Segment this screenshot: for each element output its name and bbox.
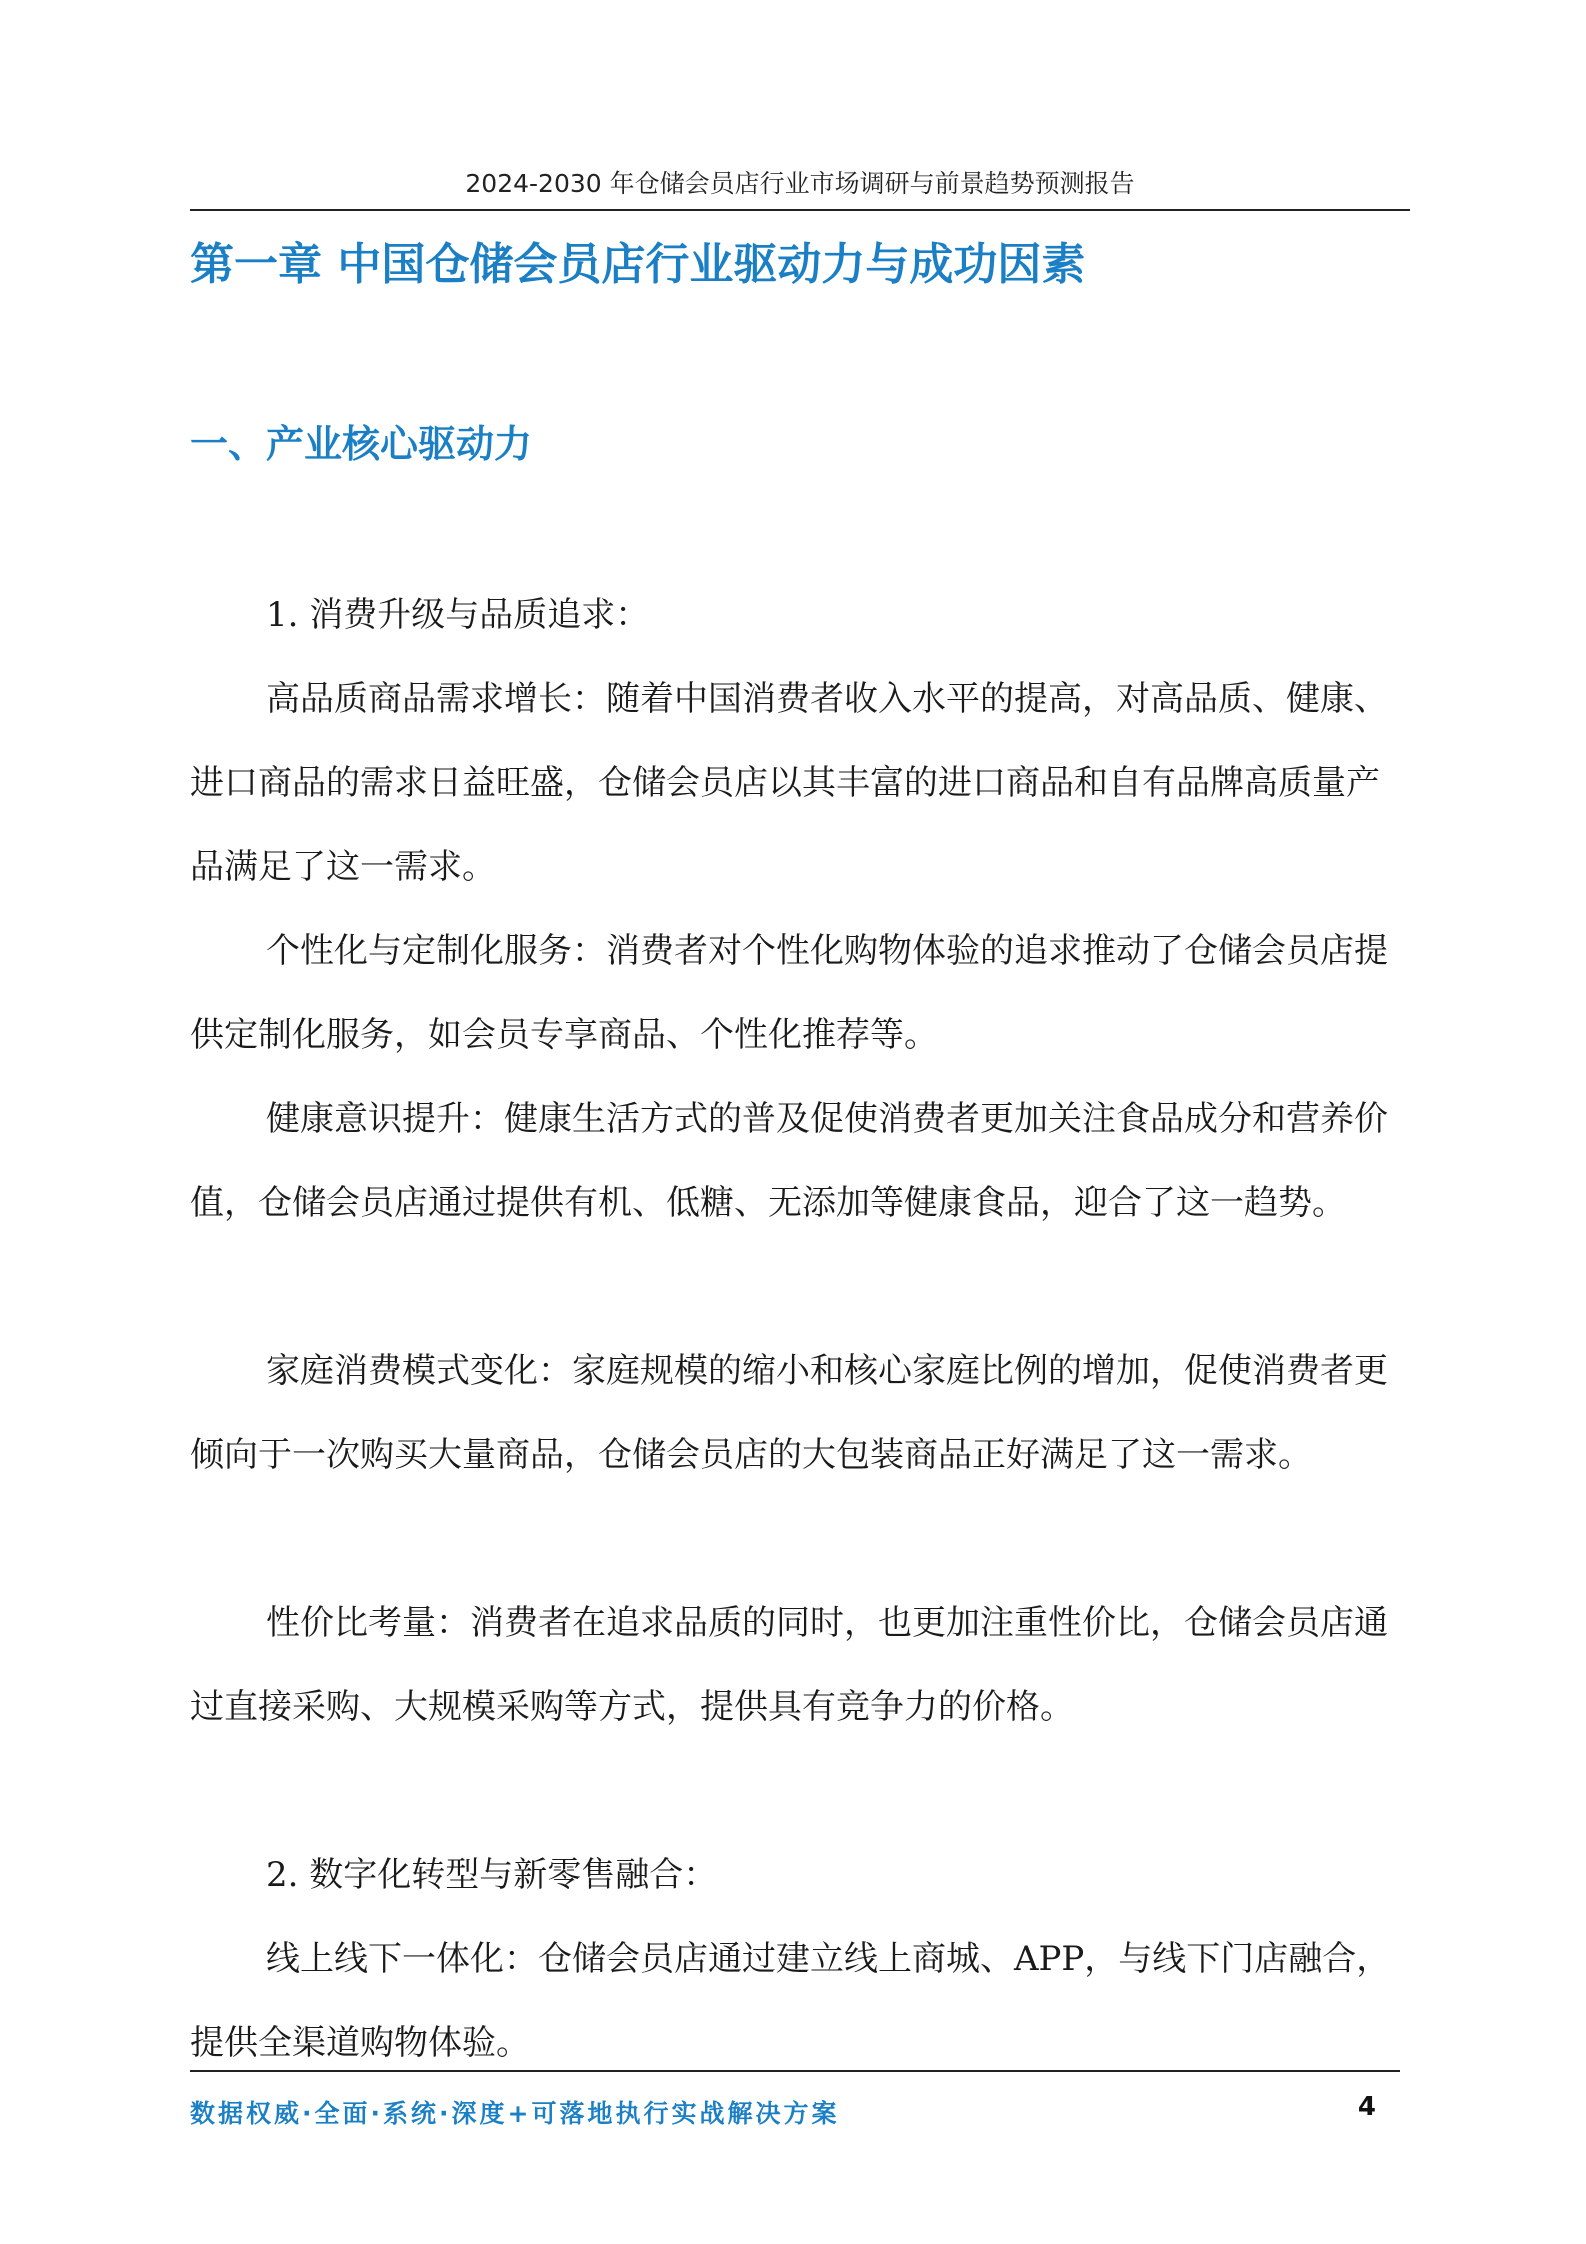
footer-slogan: 数据权威·全面·系统·深度+可落地执行实战解决方案 <box>190 2099 840 2128</box>
running-header-title: 2024-2030 年仓储会员店行业市场调研与前景趋势预测报告 <box>465 169 1135 198</box>
item-heading-2: 2. 数字化转型与新零售融合： <box>266 1855 718 1895</box>
header-divider <box>190 209 1410 211</box>
paragraph-omnichannel: 线上线下一体化：仓储会员店通过建立线上商城、APP，与线下门店融合，提供全渠道购物体验。 <box>190 1939 1391 2063</box>
item-heading-1: 1. 消费升级与品质追求： <box>266 595 650 635</box>
paragraph-quality-demand: 高品质商品需求增长：随着中国消费者收入水平的提高，对高品质、健康、进口商品的需求日益旺盛，仓储会员店以其丰富的进口商品和自有品牌高质量产品满足了这一需求。 <box>190 679 1388 887</box>
footer-divider <box>190 2070 1400 2072</box>
section-title: 一、产业核心驱动力 <box>190 422 533 466</box>
paragraph-value-for-money: 性价比考量：消费者在追求品质的同时，也更加注重性价比，仓储会员店通过直接采购、大规模采购等方式，提供具有竞争力的价格。 <box>190 1603 1388 1727</box>
paragraph-personalization: 个性化与定制化服务：消费者对个性化购物体验的追求推动了仓储会员店提供定制化服务，如会员专享商品、个性化推荐等。 <box>190 931 1388 1055</box>
paragraph-household-consumption: 家庭消费模式变化：家庭规模的缩小和核心家庭比例的增加，促使消费者更倾向于一次购买大量商品，仓储会员店的大包装商品正好满足了这一需求。 <box>190 1351 1388 1475</box>
paragraph-health-awareness: 健康意识提升：健康生活方式的普及促使消费者更加关注食品成分和营养价值，仓储会员店通过提供有机、低糖、无添加等健康食品，迎合了这一趋势。 <box>190 1099 1388 1223</box>
page-number: 4 <box>1357 2092 1376 2122</box>
chapter-title: 第一章 中国仓储会员店行业驱动力与成功因素 <box>190 239 1086 290</box>
